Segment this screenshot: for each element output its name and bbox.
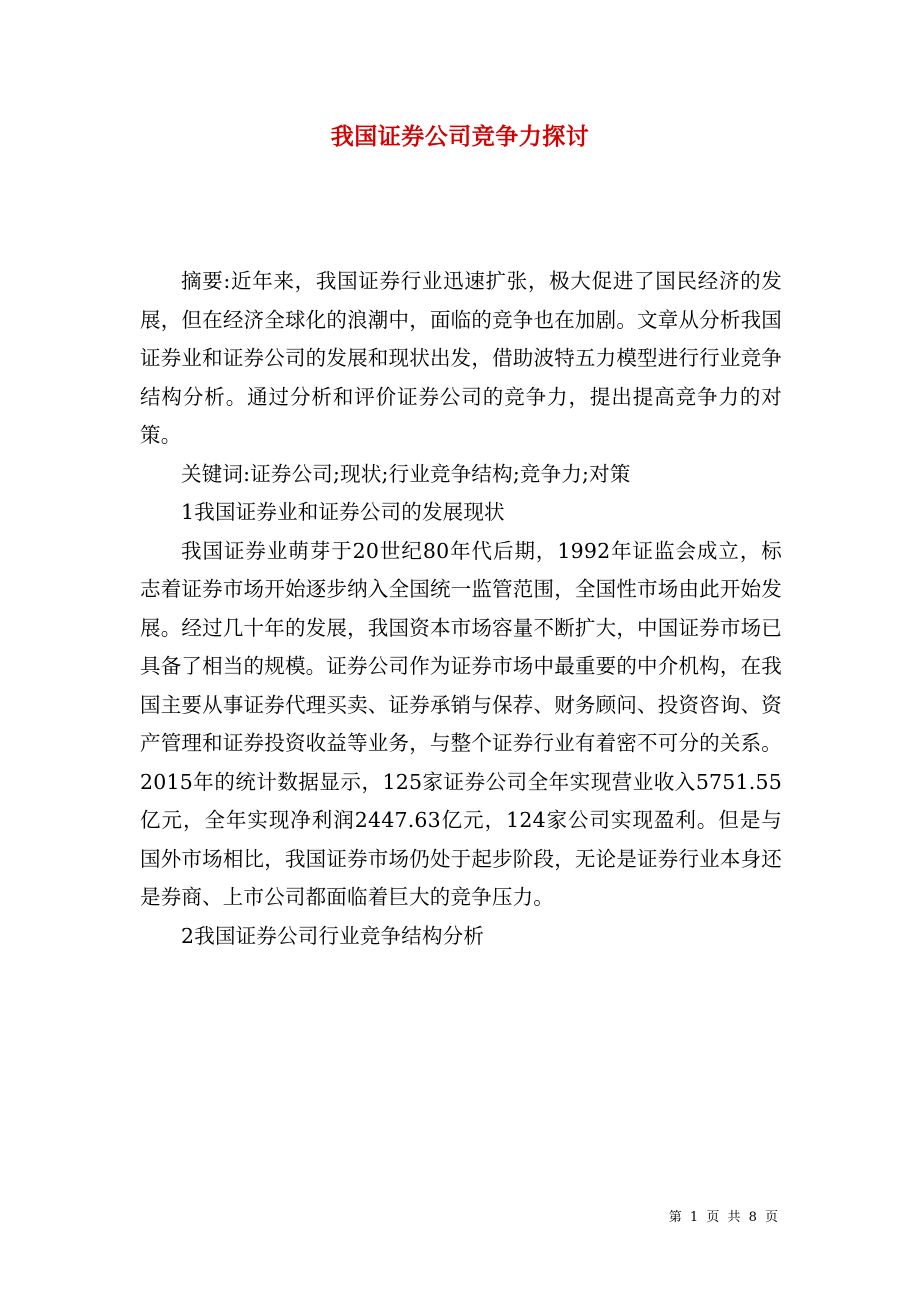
page-number-footer: 第 1 页 共 8 页 [668,1210,780,1225]
abstract-paragraph: 摘要:近年来，我国证券行业迅速扩张，极大促进了国民经济的发展，但在经济全球化的浪潮中，面临的竞争也在加剧。文章从分析我国证券业和证券公司的发展和现状出发，借助波特五力模型进行行业竞争结构分析。通过分析和评价证券公司的竞争力，提出提高竞争力的对策。 [140,269,782,447]
keywords-paragraph: 关键词:证券公司;现状;行业竞争结构;竞争力;对策 [181,461,631,486]
section-heading-2: 2我国证券公司行业竞争结构分析 [181,923,485,948]
document-body [140,262,782,955]
document-title: 我国证券公司竞争力探讨 [330,123,590,150]
section-1-paragraph: 我国证券业萌芽于20世纪80年代后期，1992年证监会成立，标志着证券市场开始逐步纳入全国统一监管范围，全国性市场由此开始发展。经过几十年的发展，我国资本市场容量不断扩大，中国证券市场已具备了相当的规模。证券公司作为证券市场中最重要的中介机构，在我国主要从事证券代理买卖、证券承销与保荐、财务顾问、投资咨询、资产管理和证券投资收益等业务，与整个证券行业有着密不可分的关系。2015年的统计数据显示，125家证券公司全年实现营业收入5751.55亿元，全年实现净利润2447.63亿元，124家公司实现盈利。但是与国外市场相比，我国证券市场仍处于起步阶段，无论是证券行业本身还是券商、上市公司都面临着巨大的竞争压力。 [140,538,782,909]
section-heading-1: 1我国证券业和证券公司的发展现状 [181,500,505,524]
